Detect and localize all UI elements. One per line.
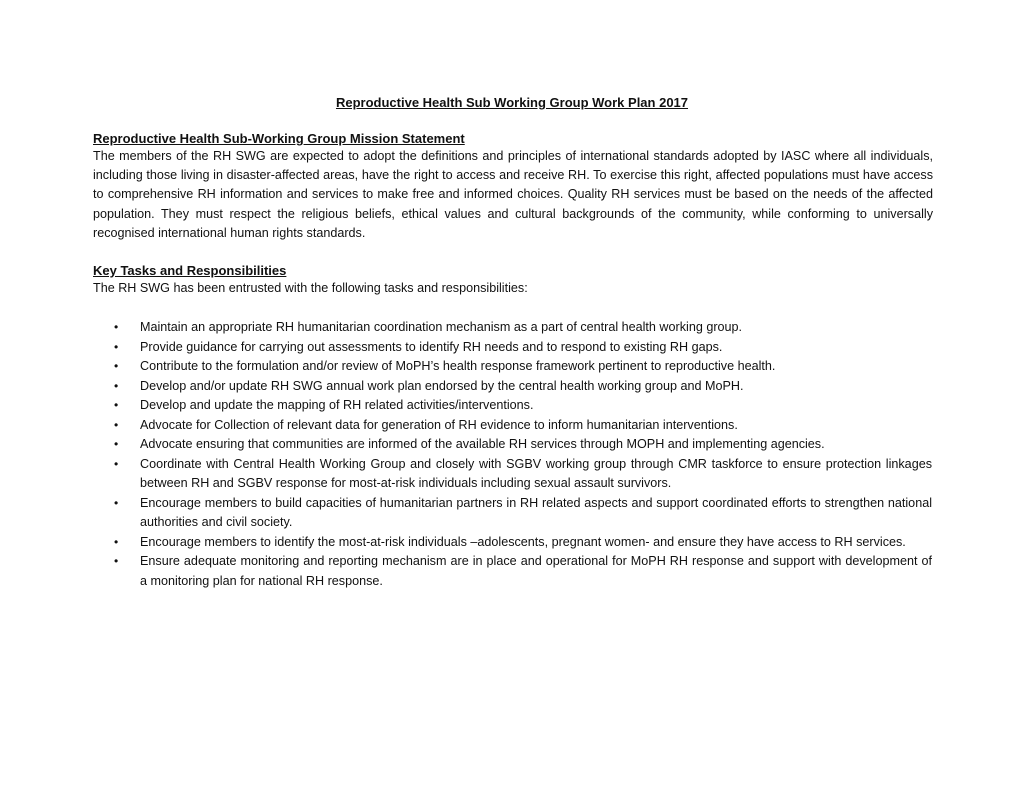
bullet-icon: • — [114, 554, 119, 568]
mission-heading: Reproductive Health Sub-Working Group Mission Statement — [93, 131, 465, 146]
task-text: Develop and update the mapping of RH related activities/interventions. — [140, 398, 534, 412]
task-text: Encourage members to identify the most-at-risk individuals –adolescents, pregnant women- and ensure they have access to RH services. — [140, 534, 906, 549]
list-item — [112, 377, 932, 397]
list-item — [112, 455, 932, 494]
bullet-icon: • — [114, 417, 119, 432]
tasks-section — [93, 262, 933, 298]
task-text: Advocate for Collection of relevant data for generation of RH evidence to inform humanitarian interventions. — [140, 417, 738, 432]
task-text: Coordinate with Central Health Working Group and closely with SGBV working group through CMR taskforce to ensure protection linkages between RH and SGBV response for most-at-risk individuals including sexual assault survivors. — [140, 456, 932, 490]
bullet-icon: • — [114, 320, 119, 334]
tasks-heading: Key Tasks and Responsibilities — [93, 263, 287, 278]
list-item — [112, 318, 932, 338]
document-title: Reproductive Health Sub Working Group Work Plan 2017 — [335, 95, 689, 110]
task-text: Provide guidance for carrying out assessments to identify RH needs and to respond to existing RH gaps. — [140, 339, 723, 354]
list-item — [112, 338, 932, 358]
list-item — [112, 396, 932, 416]
list-item — [112, 552, 932, 591]
list-item — [112, 416, 932, 436]
bullet-icon: • — [114, 456, 119, 471]
mission-section — [93, 130, 933, 243]
bullet-icon: • — [114, 398, 119, 412]
task-text: Maintain an appropriate RH humanitarian coordination mechanism as a part of central health working group. — [140, 320, 743, 334]
bullet-icon: • — [114, 495, 119, 510]
tasks-intro: The RH SWG has been entrusted with the following tasks and responsibilities: — [93, 281, 528, 295]
list-item — [112, 357, 932, 377]
task-text: Develop and/or update RH SWG annual work plan endorsed by the central health working group and MoPH. — [140, 378, 744, 393]
task-text: Advocate ensuring that communities are informed of the available RH services through MOPH and implementing agencies. — [140, 437, 825, 451]
list-item — [112, 494, 932, 533]
bullet-icon: • — [114, 359, 119, 373]
bullet-icon: • — [114, 534, 119, 549]
task-list — [112, 318, 932, 591]
bullet-icon: • — [114, 378, 119, 393]
task-text: Contribute to the formulation and/or review of MoPH’s health response framework pertinent to reproductive health. — [140, 359, 776, 373]
task-text: Encourage members to build capacities of humanitarian partners in RH related aspects and support coordinated efforts to strengthen national authorities and civil society. — [140, 495, 932, 529]
task-text: Ensure adequate monitoring and reporting mechanism are in place and operational for MoPH RH response and support with development of a monitoring plan for national RH response. — [140, 554, 932, 588]
bullet-icon: • — [114, 437, 119, 451]
list-item — [112, 435, 932, 455]
mission-statement: The members of the RH SWG are expected to adopt the definitions and principles of international standards adopted by IASC where all individuals, including those living in disaster-affected areas, have the right to access and receive RH. To exercise this right, affected populations must have access to comprehensive RH information and services to make free and informed choices. Quality RH services must be based on the needs of the affected population. They must respect the religious beliefs, ethical values and cultural backgrounds of the community, while conforming to universally recognised international human rights standards. — [93, 149, 933, 240]
list-item — [112, 533, 932, 553]
bullet-icon: • — [114, 339, 119, 354]
